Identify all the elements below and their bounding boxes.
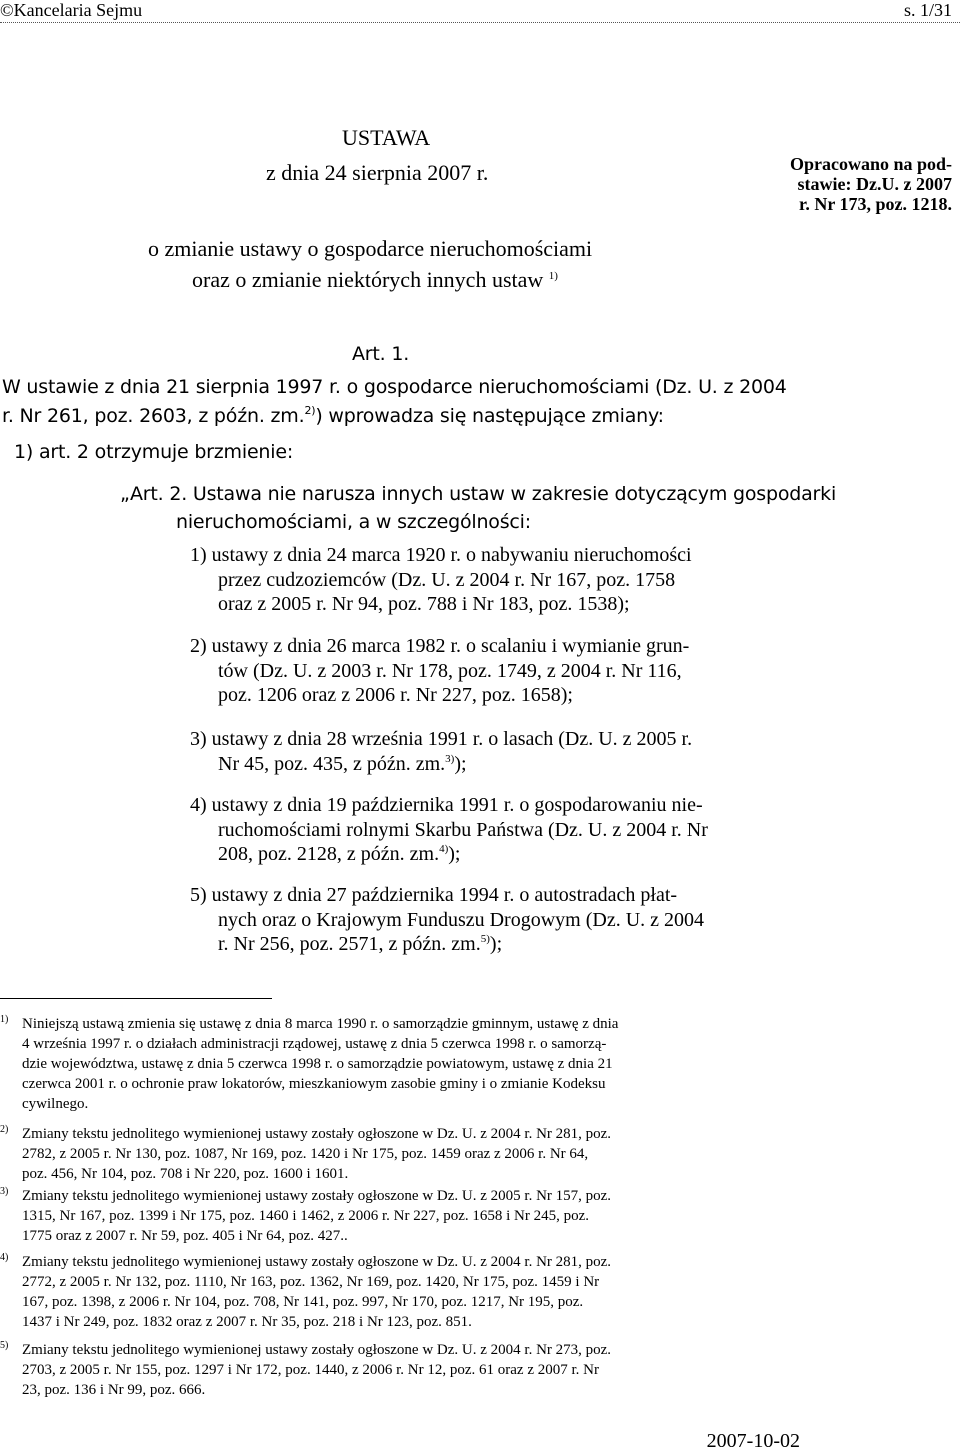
enumerated-item-line: 1) ustawy z dnia 24 marca 1920 r. o nabywaniu nieruchomości bbox=[190, 544, 692, 566]
source-note-line: stawie: Dz.U. z 2007 bbox=[797, 174, 952, 194]
footnote-ref: 4) bbox=[439, 843, 449, 855]
header-source: ©Kancelaria Sejmu bbox=[0, 0, 143, 20]
footer-date: 2007-10-02 bbox=[706, 1430, 800, 1452]
act-date: z dnia 24 sierpnia 2007 r. bbox=[266, 160, 489, 185]
enumerated-item-line: tów (Dz. U. z 2003 r. Nr 178, poz. 1749, z 2004 r. Nr 116, bbox=[218, 659, 682, 682]
enumerated-item-line: 2) ustawy z dnia 26 marca 1982 r. o scalaniu i wymianie grun- bbox=[190, 635, 690, 657]
quoted-article-line2: nieruchomościami, a w szczególności: bbox=[176, 511, 531, 533]
enumerated-item-line: r. Nr 256, poz. 2571, z późn. zm.$^{5)}$); bbox=[218, 933, 503, 955]
enumerated-item-line: 208, poz. 2128, z późn. zm.$^{4)}$); bbox=[218, 843, 461, 865]
enumerated-item-line: przez cudzoziemców (Dz. U. z 2004 r. Nr 167, poz. 1758 bbox=[218, 568, 676, 591]
footnote-text: Niniejszą ustawą zmienia się ustawę z dnia 8 marca 1990 r. o samorządzie gminnym, ustawę z dnia 4 września 1997 r. o działach administracji rządowej, ustawę z dnia 5 czerwca 1998 r. o samorzą- dzie województwa, ustawę z dnia 5 czerwca 1998 r. o samorządzie powiatowym, ustawę z dnia 21 czerwca 2001 r. o ochronie praw lokatorów, mieszkaniowym zasobie gminy i o zmianie Kodeksu cywilnego. bbox=[22, 1016, 619, 1112]
source-note bbox=[752, 154, 952, 214]
article-heading: Art. 1. bbox=[352, 343, 410, 365]
act-subject-line2: oraz o zmianie niektórych innych ustaw $^{1)}$ bbox=[192, 267, 558, 292]
footnote-text: Zmiany tekstu jednolitego wymienionej ustawy zostały ogłoszone w Dz. U. z 2005 r. Nr 157, poz. 1315, Nr 167, poz. 1399 i Nr 175, poz. 1460 i 1462, z 2006 r. Nr 227, poz. 1658 i Nr 245, poz. 1775 oraz z 2007 r. Nr 59, poz. 405 i Nr 64, poz. 427.. bbox=[22, 1188, 612, 1244]
footnote-text: Zmiany tekstu jednolitego wymienionej ustawy zostały ogłoszone w Dz. U. z 2004 r. Nr 281, poz. 2782, z 2005 r. Nr 130, poz. 1087, Nr 169, poz. 1420 i Nr 175, poz. 1459 oraz z 2006 r. Nr 64, poz. 456, Nr 104, poz. 708 i Nr 220, poz. 1600 i 1601. bbox=[22, 1126, 612, 1182]
act-type: USTAWA bbox=[342, 125, 431, 150]
quoted-article-line1: „Art. 2. Ustawa nie narusza innych ustaw w zakresie dotyczącym gospodarki bbox=[120, 483, 837, 505]
enumerated-item-line: 4) ustawy z dnia 19 października 1991 r. o gospodarowaniu nie- bbox=[190, 794, 703, 816]
enumerated-item-line: 3) ustawy z dnia 28 września 1991 r. o lasach (Dz. U. z 2005 r. bbox=[190, 728, 693, 750]
article-intro-line2: r. Nr 261, poz. 2603, z późn. zm.$^{2)}$) wprowadza się następujące zmiany: bbox=[2, 404, 664, 427]
act-subject-line1: o zmianie ustawy o gospodarce nieruchomościami bbox=[148, 236, 593, 261]
footnote-mark: 2) bbox=[0, 1124, 9, 1135]
source-note-line: Opracowano na pod- bbox=[789, 154, 952, 174]
enumerated-item-line: nych oraz o Krajowym Funduszu Drogowym (Dz. U. z 2004 bbox=[218, 908, 705, 931]
footnote-ref: 3) bbox=[445, 752, 455, 765]
footnote-mark: 5) bbox=[0, 1340, 9, 1351]
header-rule bbox=[0, 22, 960, 23]
footnote-mark: 4) bbox=[0, 1252, 9, 1263]
enumerated-item-line: ruchomościami rolnymi Skarbu Państwa (Dz. U. z 2004 r. Nr bbox=[218, 818, 708, 841]
enumerated-item-line: 5) ustawy z dnia 27 października 1994 r. o autostradach płat- bbox=[190, 884, 678, 906]
enumerated-item-line: poz. 1206 oraz z 2006 r. Nr 227, poz. 1658); bbox=[218, 684, 573, 706]
footnote-ref-2: 2) bbox=[304, 404, 316, 417]
source-note-line: r. Nr 173, poz. 1218. bbox=[799, 194, 952, 214]
footnote-text: Zmiany tekstu jednolitego wymienionej ustawy zostały ogłoszone w Dz. U. z 2004 r. Nr 281, poz. 2772, z 2005 r. Nr 132, poz. 1110, Nr 163, poz. 1362, Nr 169, poz. 1420, Nr 175, poz. 1459 i Nr 167, poz. 1398, z 2006 r. Nr 104, poz. 708, Nr 141, poz. 997, Nr 170, poz. 1217, Nr 195, poz. 1437 i Nr 249, poz. 1832 oraz z 2007 r. Nr 35, poz. 218 i Nr 123, poz. 851. bbox=[22, 1254, 612, 1330]
footnote-mark: 3) bbox=[0, 1186, 9, 1197]
header-page-number: s. 1/31 bbox=[903, 0, 952, 20]
footnote-rule bbox=[0, 998, 272, 999]
article-intro-line1: W ustawie z dnia 21 sierpnia 1997 r. o gospodarce nieruchomościami (Dz. U. z 2004 bbox=[2, 376, 787, 398]
footnote-mark: 1) bbox=[0, 1014, 9, 1025]
point-1: 1) art. 2 otrzymuje brzmienie: bbox=[14, 441, 294, 463]
enumerated-item-line: Nr 45, poz. 435, z późn. zm.$^{3)}$); bbox=[218, 752, 467, 775]
footnote-text: Zmiany tekstu jednolitego wymienionej ustawy zostały ogłoszone w Dz. U. z 2004 r. Nr 273, poz. 2703, z 2005 r. Nr 155, poz. 1297 i Nr 172, poz. 1440, z 2006 r. Nr 12, poz. 61 oraz z 2007 r. Nr 23, poz. 136 i Nr 99, poz. 666. bbox=[22, 1342, 612, 1398]
footnote-ref-1: 1) bbox=[548, 270, 558, 282]
footnote-ref: 5) bbox=[480, 933, 490, 945]
enumerated-item-line: oraz z 2005 r. Nr 94, poz. 788 i Nr 183, poz. 1538); bbox=[218, 593, 630, 615]
